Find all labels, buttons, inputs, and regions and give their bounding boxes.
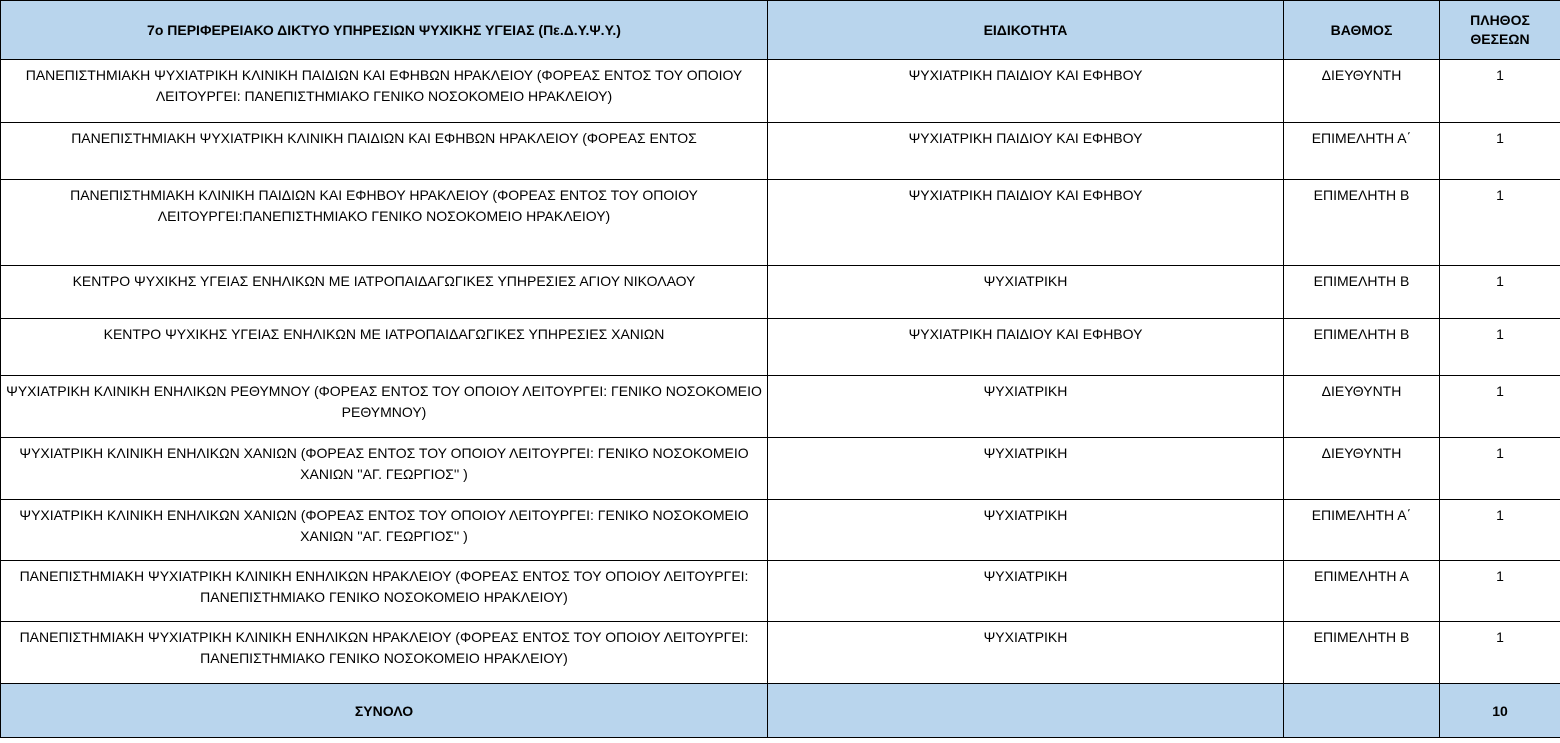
cell-specialty: ΨΥΧΙΑΤΡΙΚΗ bbox=[768, 622, 1284, 684]
cell-rank: ΕΠΙΜΕΛΗΤΗ Β bbox=[1284, 266, 1440, 319]
total-label: ΣΥΝΟΛΟ bbox=[1, 684, 768, 738]
cell-specialty: ΨΥΧΙΑΤΡΙΚΗ bbox=[768, 438, 1284, 500]
total-specialty-empty bbox=[768, 684, 1284, 738]
cell-rank: ΕΠΙΜΕΛΗΤΗ Β bbox=[1284, 180, 1440, 266]
table-row bbox=[1, 561, 1560, 622]
table-row bbox=[1, 622, 1560, 684]
cell-unit: ΚΕΝΤΡΟ ΨΥΧΙΚΗΣ ΥΓΕΙΑΣ ΕΝΗΛΙΚΩΝ ΜΕ ΙΑΤΡΟΠΑΙΔΑΓΩΓΙΚΕΣ ΥΠΗΡΕΣΙΕΣ ΧΑΝΙΩΝ bbox=[1, 319, 768, 376]
cell-specialty: ΨΥΧΙΑΤΡΙΚΗ ΠΑΙΔΙΟΥ ΚΑΙ ΕΦΗΒΟΥ bbox=[768, 180, 1284, 266]
cell-count: 1 bbox=[1440, 60, 1560, 123]
cell-count: 1 bbox=[1440, 438, 1560, 500]
header-count-line2: ΘΕΣΕΩΝ bbox=[1470, 31, 1530, 47]
cell-count: 1 bbox=[1440, 180, 1560, 266]
cell-unit: ΠΑΝΕΠΙΣΤΗΜΙΑΚΗ ΨΥΧΙΑΤΡΙΚΗ ΚΛΙΝΙΚΗ ΕΝΗΛΙΚΩΝ ΗΡΑΚΛΕΙΟΥ (ΦΟΡΕΑΣ ΕΝΤΟΣ ΤΟΥ ΟΠΟΙΟΥ ΛΕΙΤΟΥΡΓΕΙ: ΠΑΝΕΠΙΣΤΗΜΙΑΚΟ ΓΕΝΙΚΟ ΝΟΣΟΚΟΜΕΙΟ ΗΡΑΚΛΕΙΟΥ) bbox=[1, 622, 768, 684]
cell-unit: ΨΥΧΙΑΤΡΙΚΗ ΚΛΙΝΙΚΗ ΕΝΗΛΙΚΩΝ ΡΕΘΥΜΝΟΥ (ΦΟΡΕΑΣ ΕΝΤΟΣ ΤΟΥ ΟΠΟΙΟΥ ΛΕΙΤΟΥΡΓΕΙ: ΓΕΝΙΚΟ ΝΟΣΟΚΟΜΕΙΟ ΡΕΘΥΜΝΟΥ) bbox=[1, 376, 768, 438]
cell-specialty: ΨΥΧΙΑΤΡΙΚΗ ΠΑΙΔΙΟΥ ΚΑΙ ΕΦΗΒΟΥ bbox=[768, 60, 1284, 123]
header-rank: ΒΑΘΜΟΣ bbox=[1284, 1, 1440, 60]
header-unit: 7ο ΠΕΡΙΦΕΡΕΙΑΚΟ ΔΙΚΤΥΟ ΥΠΗΡΕΣΙΩΝ ΨΥΧΙΚΗΣ ΥΓΕΙΑΣ (Πε.Δ.Υ.Ψ.Υ.) bbox=[1, 1, 768, 60]
table-row bbox=[1, 319, 1560, 376]
cell-count: 1 bbox=[1440, 123, 1560, 180]
cell-count: 1 bbox=[1440, 561, 1560, 622]
cell-count: 1 bbox=[1440, 622, 1560, 684]
table-footer bbox=[1, 684, 1560, 738]
table-row bbox=[1, 500, 1560, 561]
header-count bbox=[1440, 1, 1560, 60]
cell-unit: ΨΥΧΙΑΤΡΙΚΗ ΚΛΙΝΙΚΗ ΕΝΗΛΙΚΩΝ ΧΑΝΙΩΝ (ΦΟΡΕΑΣ ΕΝΤΟΣ ΤΟΥ ΟΠΟΙΟΥ ΛΕΙΤΟΥΡΓΕΙ: ΓΕΝΙΚΟ ΝΟΣΟΚΟΜΕΙΟ ΧΑΝΙΩΝ ''ΑΓ. ΓΕΩΡΓΙΟΣ'' ) bbox=[1, 500, 768, 561]
cell-count: 1 bbox=[1440, 500, 1560, 561]
cell-rank: ΔΙΕΥΘΥΝΤΗ bbox=[1284, 438, 1440, 500]
cell-specialty: ΨΥΧΙΑΤΡΙΚΗ bbox=[768, 266, 1284, 319]
cell-rank: ΕΠΙΜΕΛΗΤΗ Α bbox=[1284, 561, 1440, 622]
cell-unit: ΠΑΝΕΠΙΣΤΗΜΙΑΚΗ ΨΥΧΙΑΤΡΙΚΗ ΚΛΙΝΙΚΗ ΠΑΙΔΙΩΝ ΚΑΙ ΕΦΗΒΩΝ ΗΡΑΚΛΕΙΟΥ (ΦΟΡΕΑΣ ΕΝΤΟΣ ΤΟΥ ΟΠΟΙΟΥ ΛΕΙΤΟΥΡΓΕΙ: ΠΑΝΕΠΙΣΤΗΜΙΑΚΟ ΓΕΝΙΚΟ ΝΟΣΟΚΟΜΕΙΟ ΗΡΑΚΛΕΙΟΥ) bbox=[1, 60, 768, 123]
cell-rank: ΕΠΙΜΕΛΗΤΗ Β bbox=[1284, 319, 1440, 376]
table-header bbox=[1, 1, 1560, 60]
cell-count: 1 bbox=[1440, 319, 1560, 376]
table-row bbox=[1, 180, 1560, 266]
cell-specialty: ΨΥΧΙΑΤΡΙΚΗ ΠΑΙΔΙΟΥ ΚΑΙ ΕΦΗΒΟΥ bbox=[768, 123, 1284, 180]
cell-unit: ΠΑΝΕΠΙΣΤΗΜΙΑΚΗ ΨΥΧΙΑΤΡΙΚΗ ΚΛΙΝΙΚΗ ΕΝΗΛΙΚΩΝ ΗΡΑΚΛΕΙΟΥ (ΦΟΡΕΑΣ ΕΝΤΟΣ ΤΟΥ ΟΠΟΙΟΥ ΛΕΙΤΟΥΡΓΕΙ: ΠΑΝΕΠΙΣΤΗΜΙΑΚΟ ΓΕΝΙΚΟ ΝΟΣΟΚΟΜΕΙΟ ΗΡΑΚΛΕΙΟΥ) bbox=[1, 561, 768, 622]
header-count-line1: ΠΛΗΘΟΣ bbox=[1470, 12, 1530, 28]
total-row bbox=[1, 684, 1560, 738]
table-row bbox=[1, 266, 1560, 319]
header-specialty: ΕΙΔΙΚΟΤΗΤΑ bbox=[768, 1, 1284, 60]
table-row bbox=[1, 123, 1560, 180]
cell-specialty: ΨΥΧΙΑΤΡΙΚΗ ΠΑΙΔΙΟΥ ΚΑΙ ΕΦΗΒΟΥ bbox=[768, 319, 1284, 376]
table-row bbox=[1, 376, 1560, 438]
cell-rank: ΕΠΙΜΕΛΗΤΗ Α΄ bbox=[1284, 123, 1440, 180]
header-row bbox=[1, 1, 1560, 60]
cell-unit: ΚΕΝΤΡΟ ΨΥΧΙΚΗΣ ΥΓΕΙΑΣ ΕΝΗΛΙΚΩΝ ΜΕ ΙΑΤΡΟΠΑΙΔΑΓΩΓΙΚΕΣ ΥΠΗΡΕΣΙΕΣ ΑΓΙΟΥ ΝΙΚΟΛΑΟΥ bbox=[1, 266, 768, 319]
table-row bbox=[1, 438, 1560, 500]
cell-rank: ΕΠΙΜΕΛΗΤΗ Β bbox=[1284, 622, 1440, 684]
cell-unit: ΠΑΝΕΠΙΣΤΗΜΙΑΚΗ ΚΛΙΝΙΚΗ ΠΑΙΔΙΩΝ ΚΑΙ ΕΦΗΒΟΥ ΗΡΑΚΛΕΙΟΥ (ΦΟΡΕΑΣ ΕΝΤΟΣ ΤΟΥ ΟΠΟΙΟΥ ΛΕΙΤΟΥΡΓΕΙ:ΠΑΝΕΠΙΣΤΗΜΙΑΚΟ ΓΕΝΙΚΟ ΝΟΣΟΚΟΜΕΙΟ ΗΡΑΚΛΕΙΟΥ) bbox=[1, 180, 768, 266]
total-count: 10 bbox=[1440, 684, 1560, 738]
cell-count: 1 bbox=[1440, 266, 1560, 319]
cell-specialty: ΨΥΧΙΑΤΡΙΚΗ bbox=[768, 376, 1284, 438]
cell-rank: ΔΙΕΥΘΥΝΤΗ bbox=[1284, 60, 1440, 123]
cell-specialty: ΨΥΧΙΑΤΡΙΚΗ bbox=[768, 500, 1284, 561]
table-row bbox=[1, 60, 1560, 123]
cell-count: 1 bbox=[1440, 376, 1560, 438]
total-rank-empty bbox=[1284, 684, 1440, 738]
cell-rank: ΔΙΕΥΘΥΝΤΗ bbox=[1284, 376, 1440, 438]
cell-specialty: ΨΥΧΙΑΤΡΙΚΗ bbox=[768, 561, 1284, 622]
table-body bbox=[1, 60, 1560, 684]
cell-rank: ΕΠΙΜΕΛΗΤΗ Α΄ bbox=[1284, 500, 1440, 561]
cell-unit: ΨΥΧΙΑΤΡΙΚΗ ΚΛΙΝΙΚΗ ΕΝΗΛΙΚΩΝ ΧΑΝΙΩΝ (ΦΟΡΕΑΣ ΕΝΤΟΣ ΤΟΥ ΟΠΟΙΟΥ ΛΕΙΤΟΥΡΓΕΙ: ΓΕΝΙΚΟ ΝΟΣΟΚΟΜΕΙΟ ΧΑΝΙΩΝ ''ΑΓ. ΓΕΩΡΓΙΟΣ'' ) bbox=[1, 438, 768, 500]
cell-unit: ΠΑΝΕΠΙΣΤΗΜΙΑΚΗ ΨΥΧΙΑΤΡΙΚΗ ΚΛΙΝΙΚΗ ΠΑΙΔΙΩΝ ΚΑΙ ΕΦΗΒΩΝ ΗΡΑΚΛΕΙΟΥ (ΦΟΡΕΑΣ ΕΝΤΟΣ bbox=[1, 123, 768, 180]
